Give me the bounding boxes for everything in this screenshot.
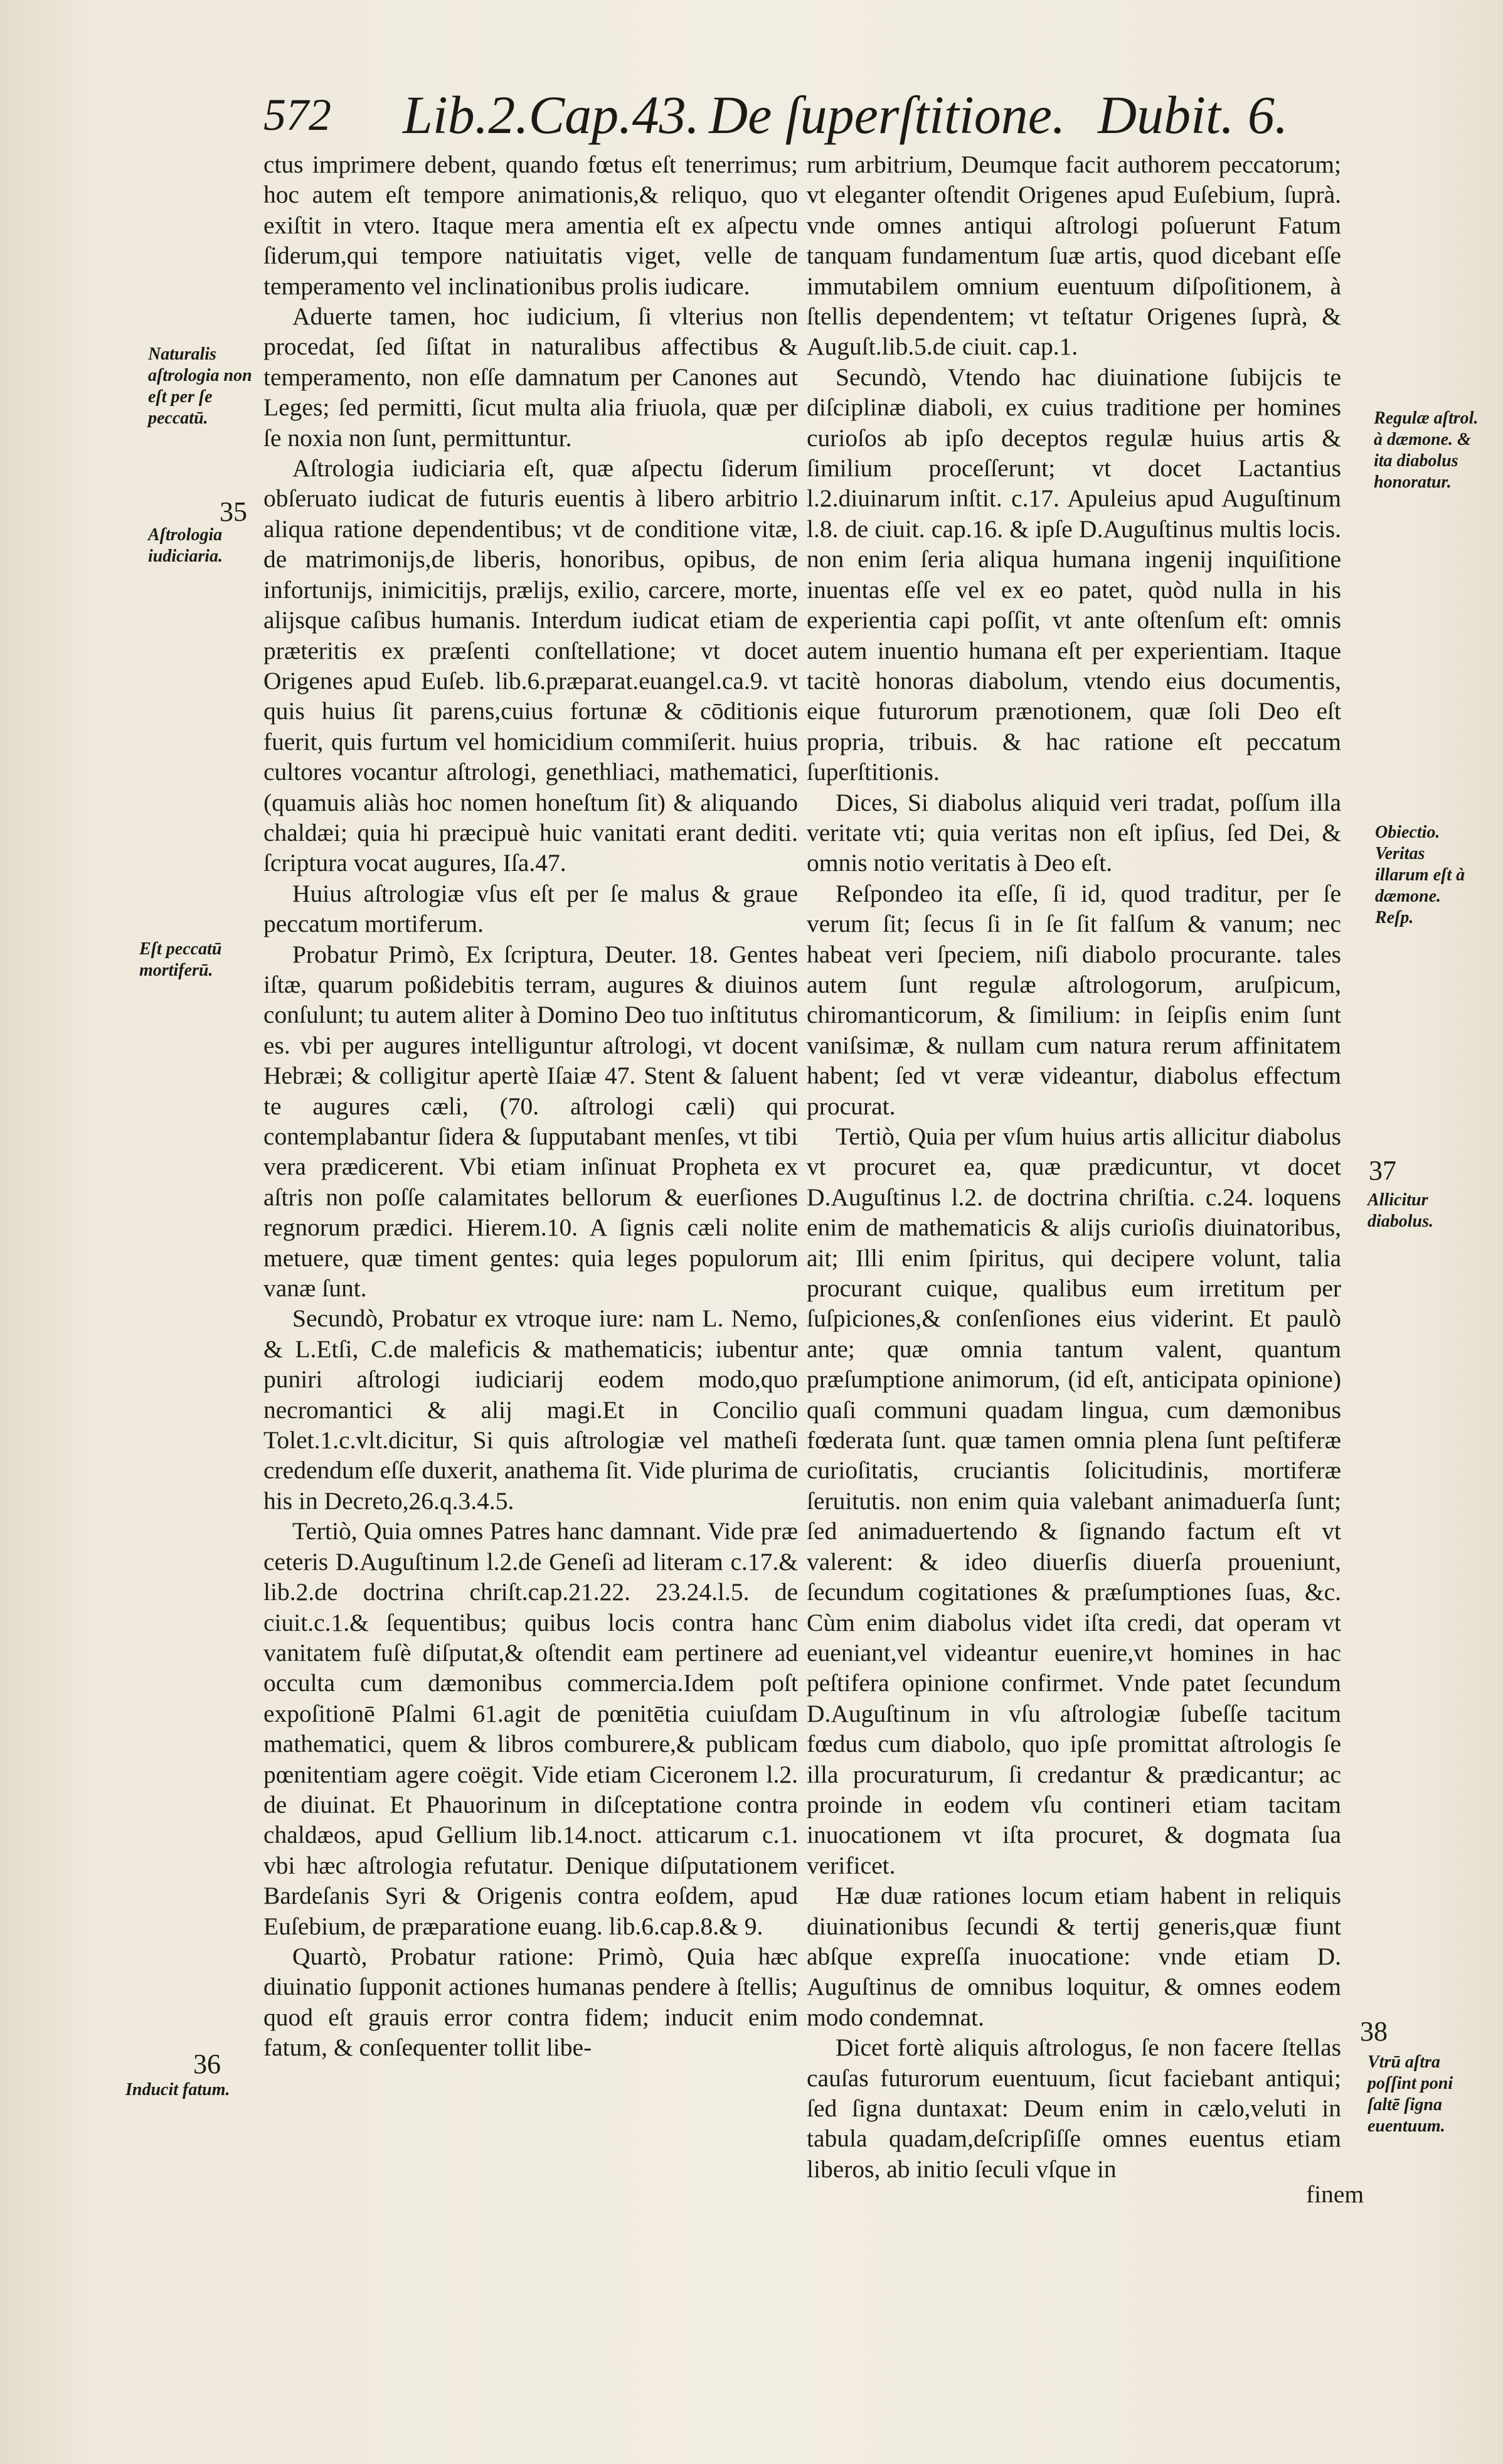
paragraph: Probatur Primò, Ex ſcriptura, Deuter. 18. Gentes iſtæ, quarum poßidebitis terram, augures & diuinos conſulunt; tu autem aliter à Domino Deo tuo inſtitutus es. vbi per augures intelliguntur aſtrologi, vt docent Hebræi; & colligitur apertè Iſaiæ 47. Stent & ſaluent te augures cæli, (70. aſtrologi cæli) qui contemplabantur ſidera & ſupputabant menſes, vt tibi vera prædicerent. Vbi etiam inſinuat Propheta ex aſtris non poſſe calamitates bellorum & euerſiones regnorum prædici. Hierem.10. A ſignis cæli nolite metuere, quæ timent gentes: quia leges populorum vanæ ſunt. [263,940,798,1303]
margin-note: Inducit fatum. [125,2080,230,2099]
paragraph: Hæ duæ rationes locum etiam habent in reliquis diuinationibus ſecundi & tertij generis,quæ fiunt abſque expreſſa inuocatione: vnde etiam D. Auguſtinus de omnibus loquitur, & omnes eodem modo condemnat. [807,1882,1341,2031]
margin-note: Aſtrologia iudiciaria. [148,525,223,566]
catchword: finem [1306,2180,1364,2208]
book-chapter: Lib.2.Cap.43. [403,85,700,145]
section-number: 35 [220,496,247,527]
right-column [807,149,1341,2184]
paragraph: Reſpondeo ita eſſe, ſi id, quod traditur, per ſe verum ſit; ſecus ſi in ſe ſit falſum & vanum; nec habeat veri ſpeciem, niſi diabolo procurante. tales autem ſunt regulæ aſtrologorum, aruſpicum, chiromanticorum, & ſimilium: in ſeipſis enim ſunt vaniſsimæ, & nullam cum natura rerum affinitatem habent; ſed vt veræ videantur, diabolus effectum procurat. [807,879,1341,1120]
left-column [263,149,798,2063]
margin-note: Eſt peccatū mortiferū. [139,939,222,980]
paragraph: Aſtrologia iudiciaria eſt, quæ aſpectu ſiderum obſeruato iudicat de futuris euentis à libero arbitrio aliqua ratione dependentibus; vt de conditione vitæ, de matrimonijs,de liberis, honoribus, opibus, de infortunijs, inimicitijs, prælijs, exilio, carcere, morte, alijsque caſibus humanis. Interdum iudicat etiam de præteritis ex præſenti conſtellatione; vt docet Origenes apud Euſeb. lib.6.præparat.euangel.ca.9. vt quis huius ſit parens,cuius fortunæ & cōditionis fuerit, quis furtum vel homicidium commiſerit. huius cultores vocantur aſtrologi, genethliaci, mathematici, (quamuis aliàs hoc nomen honeſtum ſit) & aliquando chaldæi; quia hi præcipuè huic vanitati erant dediti. ſcriptura vocat augures, Iſa.47. [263,454,798,877]
dubium-label: Dubit. 6. [1098,85,1288,145]
section-number: 38 [1360,2016,1388,2047]
page-number: 572 [263,90,331,140]
paragraph: Secundò, Probatur ex vtroque iure: nam L. Nemo, & L.Etſi, C.de maleficis & mathematicis; iubentur puniri aſtrologi iudiciarij eodem modo,quo necromantici & alij magi.Et in Concilio Tolet.1.c.vlt.dicitur, Si quis aſtrologiæ vel matheſi credendum eſſe duxerit, anathema ſit. Vide plurima de his in Decreto,26.q.3.4.5. [263,1304,798,1515]
margin-note: Allicitur diabolus. [1368,1190,1434,1231]
paragraph: Dices, Si diabolus aliquid veri tradat, poſſum illa veritate vti; quia veritas non eſt ipſius, ſed Dei, & omnis notio veritatis à Deo eſt. [807,788,1341,877]
margin-note: Vtrū aſtra poſſint poni ſaltē ſigna euentuum. [1368,2052,1453,2136]
paragraph: Tertiò, Quia omnes Patres hanc damnant. Vide præ ceteris D.Auguſtinum l.2.de Geneſi ad literam c.17.& lib.2.de doctrina chriſt.cap.21.22. 23.24.l.5. de ciuit.c.1.& ſequentibus; quibus locis contra hanc vanitatem fuſè diſputat,& oſtendit eam pertinere ad occulta cum dæmonibus commercia.Idem poſt expoſitionē Pſalmi 61.agit de pœnitētia cuiuſdam mathematici, quem & libros comburere,& publicam pœnitentiam agere coëgit. Vide etiam Ciceronem l.2. de diuinat. Et Phauorinum in diſceptatione contra chaldæos, apud Gellium lib.14.noct. atticarum c.1. vbi hæc aſtrologia refutatur. Denique diſputationem Bardeſanis Syri & Origenis contra eoſdem, apud Euſebium, de præparatione euang. lib.6.cap.8.& 9. [263,1517,798,1940]
margin-note: Regulæ aſtrol. à dæmone. & ita diabolus honoratur. [1374,408,1479,492]
paragraph: Aduerte tamen, hoc iudicium, ſi vlterius non procedat, ſed ſiſtat in naturalibus affectibus & temperamento, non eſſe damnatum per Canones aut Leges; ſed permitti, ſicut multa alia friuola, quæ per ſe noxia non ſunt, permittuntur. [263,302,798,452]
paragraph: Dicet fortè aliquis aſtrologus, ſe non facere ſtellas cauſas futurorum euentuum, ſicut faciebant antiqui; ſed ſigna duntaxat: Deum enim in cælo,veluti in tabula quadam,deſcripſiſſe omnes euentus etiam liberos, ab initio ſeculi vſque in [807,2034,1341,2183]
paragraph: ctus imprimere debent, quando fœtus eſt tenerrimus; hoc autem eſt tempore animationis,& reliquo, quo exiſtit in vtero. Itaque mera amentia eſt ex aſpectu ſiderum,qui tempore natiuitatis viget, velle de temperamento vel inclinationibus prolis iudicare. [263,151,798,300]
section-number: 36 [193,2049,221,2079]
paragraph: Huius aſtrologiæ vſus eſt per ſe malus & graue peccatum mortiferum. [263,879,798,938]
section-number: 37 [1369,1155,1396,1186]
paragraph: rum arbitrium, Deumque facit authorem peccatorum; vt eleganter oſtendit Origenes apud Euſebium, ſuprà. vnde omnes antiqui aſtrologi poſuerunt Fatum tanquam fundamentum ſuæ artis, quod dicebant eſſe immutabilem omnium euentuum diſpoſitionem, à ſtellis dependentem; vt teſtatur Origenes ſuprà, & Auguſt.lib.5.de ciuit. cap.1. [807,151,1341,361]
running-header [263,80,1292,149]
margin-note: Naturalis aſtrologia non eſt per ſe peccatū. [148,344,252,428]
paragraph: Quartò, Probatur ratione: Primò, Quia hæc diuinatio ſupponit actiones humanas pendere à ſtellis; quod eſt grauis error contra fidem; inducit enim fatum, & conſequenter tollit libe- [263,1942,798,2062]
section-title: De ſuperſtitione. [709,85,1066,145]
paragraph: Secundò, Vtendo hac diuinatione ſubijcis te diſciplinæ diaboli, ex cuius traditione per homines curioſos ab ipſo deceptos regulæ huius artis & ſimilium proceſſerunt; vt docet Lactantius l.2.diuinarum inſtit. c.17. Apuleius apud Auguſtinum l.8. de ciuit. cap.16. & ipſe D.Auguſtinus multis locis. non enim ſeria aliqua humana ingenij inquiſitione inuentas eſſe vel ex eo patet, quòd nulla in his experientia capi poſſit, vt ante oſtenſum eſt: omnis autem inuentio humana eſt per experientiam. Itaque tacitè honoras diabolum, vtendo eius documentis, eique futurorum prænotionem, quæ ſoli Deo eſt propria, tribuis. & hac ratione eſt peccatum ſuperſtitionis. [807,363,1341,786]
paragraph: Tertiò, Quia per vſum huius artis allicitur diabolus vt procuret ea, quæ prædicuntur, vt docet D.Auguſtinus l.2. de doctrina chriſtia. c.24. loquens enim de mathematicis & alijs curioſis diuinatoribus, ait; Illi enim ſpiritus, qui decipere volunt, talia procurant cuique, qualibus eum irretitum per ſuſpiciones,& conſenſiones eius viderint. Et paulò ante; quæ omnia tantum valent, quantum præſumptione animorum, (id eſt, anticipata opinione) quaſi communi quadam lingua, cum dæmonibus fœderata ſunt. quæ tamen omnia plena ſunt peſtiferæ curioſitatis, cruciantis ſolicitudinis, mortiferæ ſeruitutis. non enim quia valebant animaduerſa ſunt; ſed animaduertendo & ſignando factum eſt vt valerent: & ideo diuerſis diuerſa proueniunt, ſecundum cogitationes & præſumptiones ſuas, &c. Cùm enim diabolus videt iſta credi, dat operam vt eueniant,vel videantur euenire,vt homines in hac peſtifera opinione confirmet. Vnde patet ſecundum D.Auguſtinum in vſu aſtrologiæ ſubeſſe tacitum fœdus cum diabolo, quo ipſe promittat aſtrologis ſe illa procuraturum, ſi credantur & prædicantur; ac proinde in eodem vſu contineri etiam tacitam inuocationem vt iſta procuret, & dogmata ſua verificet. [807,1123,1341,1879]
margin-note: Obiectio. Veritas illarum eſt à dæmone. Reſp. [1375,823,1465,927]
